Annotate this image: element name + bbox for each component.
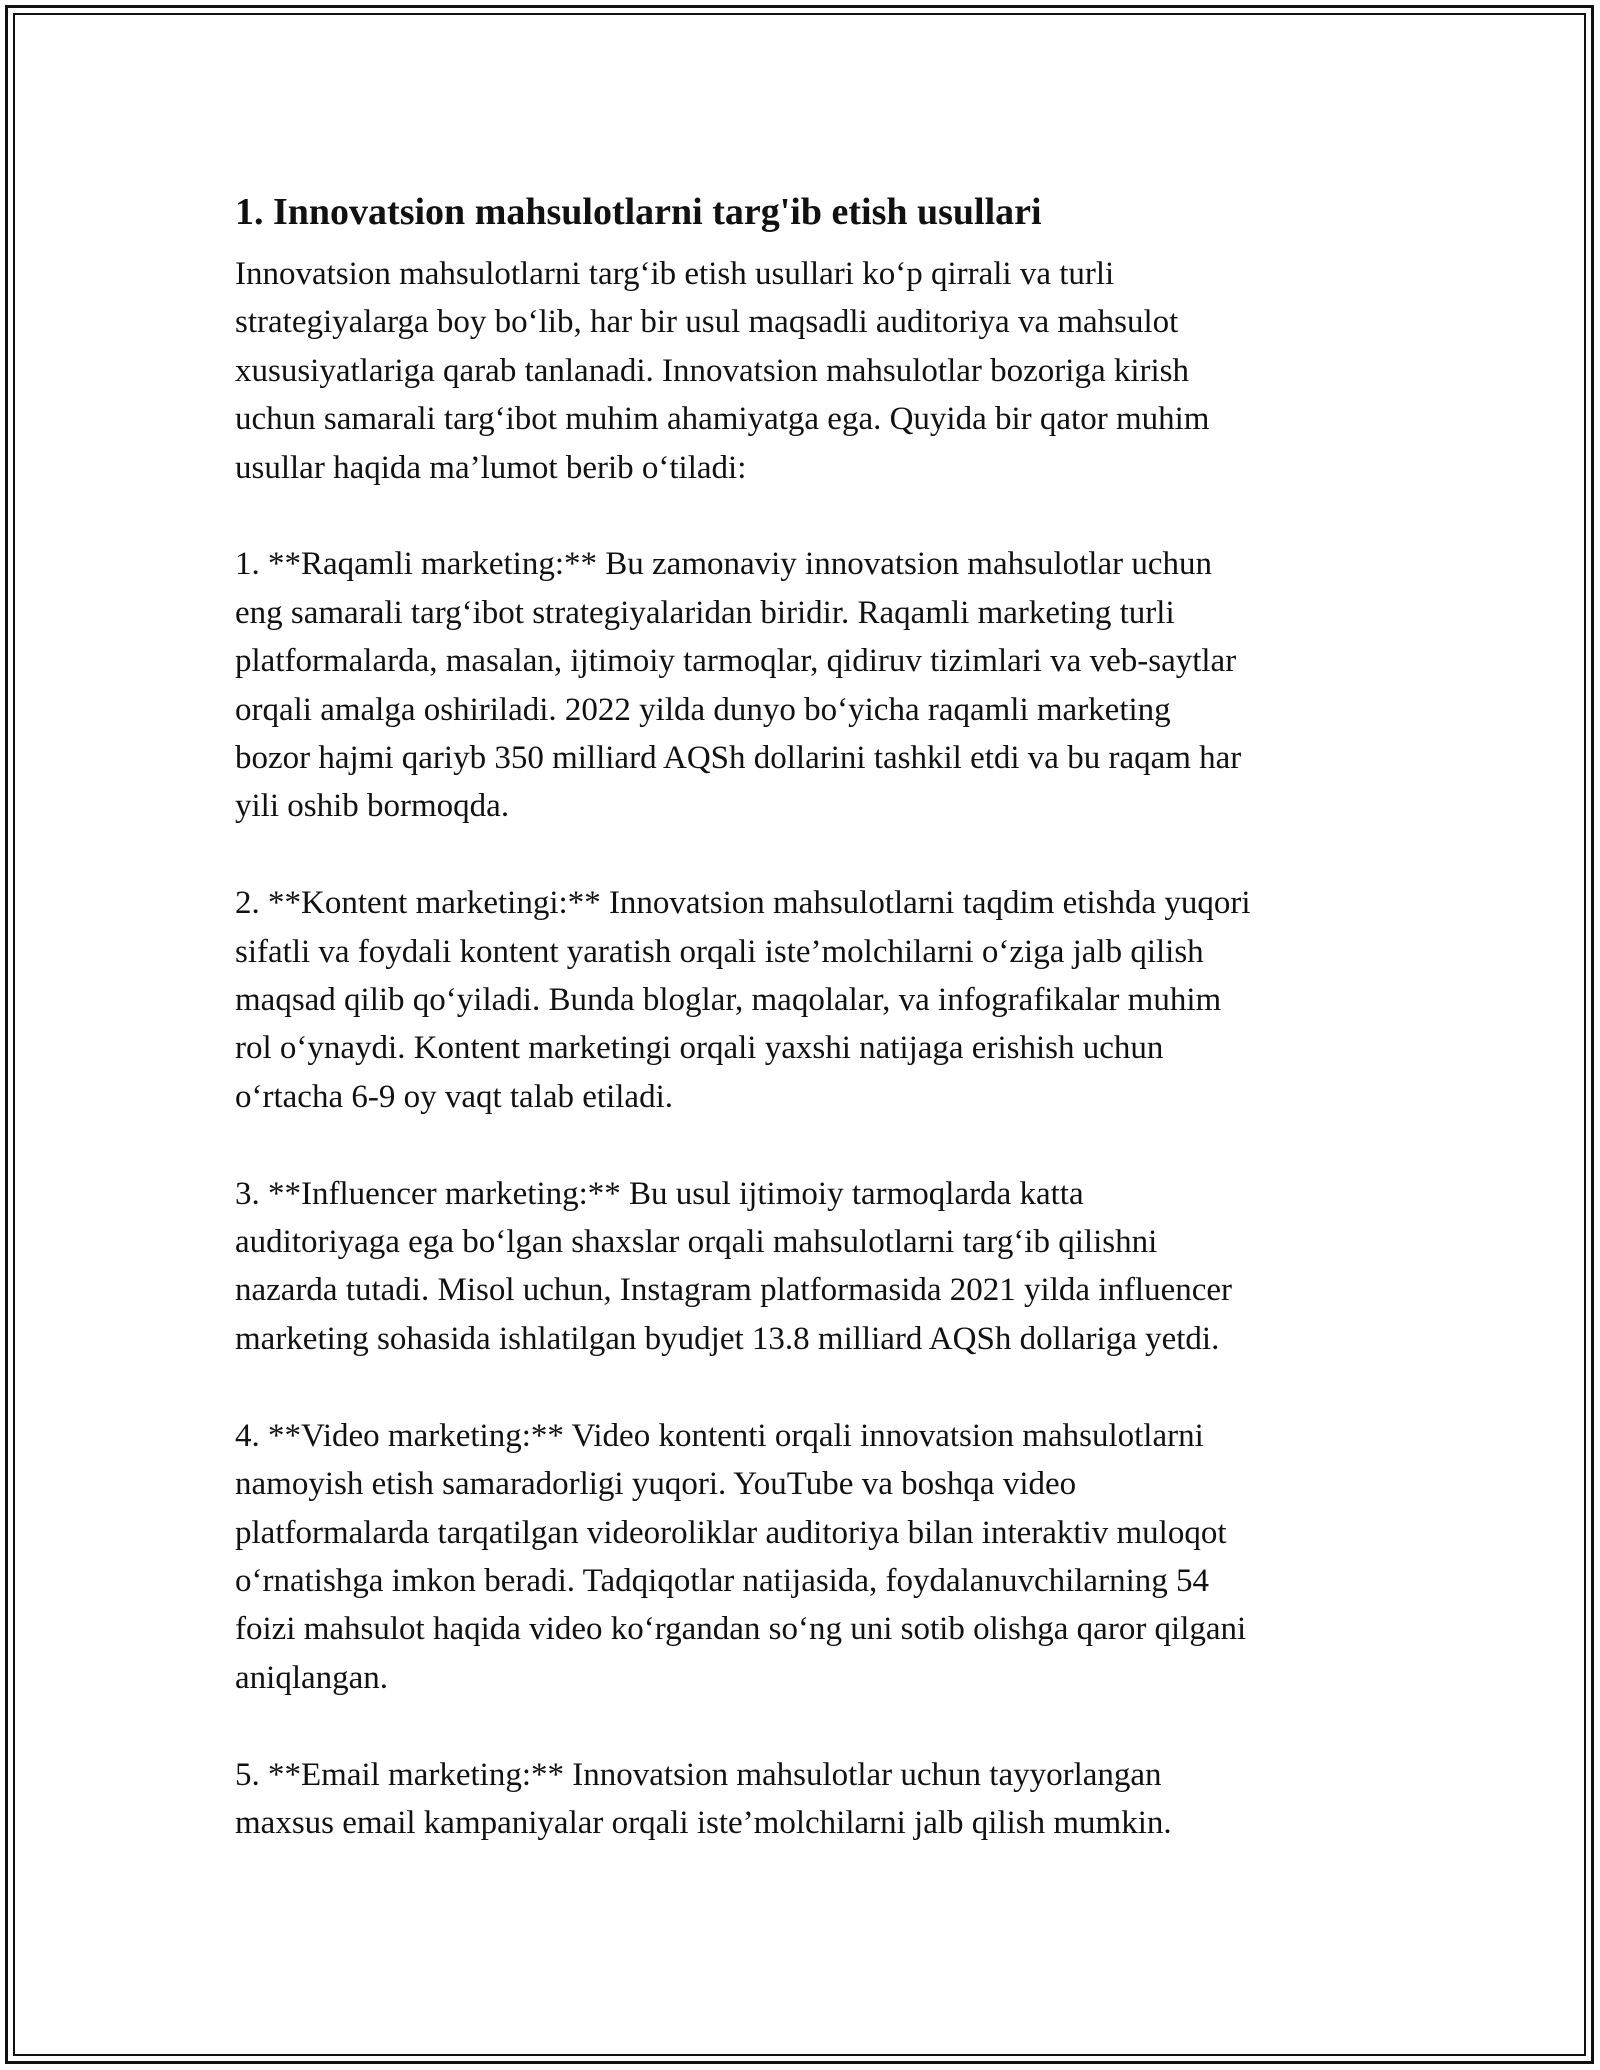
text-line: bozor hajmi qariyb 350 milliard AQSh dollarini tashkil etdi va bu raqam har	[235, 740, 1242, 777]
document-body	[235, 184, 1375, 1896]
text-line: usullar haqida ma’lumot berib o‘tiladi:	[235, 449, 747, 486]
text-line: orqali amalga oshiriladi. 2022 yilda dunyo bo‘yicha raqamli marketing	[235, 691, 1171, 728]
text-line: eng samarali targ‘ibot strategiyalaridan biridir. Raqamli marketing turli	[235, 594, 1175, 631]
text-line: marketing sohasida ishlatilgan byudjet 13.8 milliard AQSh dollariga yetdi.	[235, 1320, 1220, 1357]
text-line: sifatli va foydali kontent yaratish orqali iste’molchilarni o‘ziga jalb qilish	[235, 933, 1204, 970]
text-line: 4. **Video marketing:** Video kontenti orqali innovatsion mahsulotlarni	[235, 1417, 1204, 1454]
text-line: yili oshib bormoqda.	[235, 788, 510, 825]
text-line: platformalarda, masalan, ijtimoiy tarmoqlar, qidiruv tizimlari va veb-saytlar	[235, 643, 1237, 680]
text-line: rol o‘ynaydi. Kontent marketingi orqali yaxshi natijaga erishish uchun	[235, 1030, 1164, 1067]
text-line: 1. **Raqamli marketing:** Bu zamonaviy innovatsion mahsulotlar uchun	[235, 546, 1212, 583]
text-line: nazarda tutadi. Misol uchun, Instagram platformasida 2021 yilda influencer	[235, 1272, 1233, 1309]
text-line: maxsus email kampaniyalar orqali iste’molchilarni jalb qilish mumkin.	[235, 1804, 1172, 1841]
list-item-digital-marketing	[235, 540, 1375, 830]
list-item-email-marketing	[235, 1751, 1375, 1848]
text-line: maqsad qilib qo‘yiladi. Bunda bloglar, maqolalar, va infografikalar muhim	[235, 982, 1222, 1019]
text-line: strategiyalarga boy bo‘lib, har bir usul maqsadli auditoriya va mahsulot	[235, 304, 1179, 341]
text-line: 5. **Email marketing:** Innovatsion mahsulotlar uchun tayyorlangan	[235, 1756, 1162, 1793]
intro-paragraph	[235, 250, 1375, 492]
text-line: Innovatsion mahsulotlarni targ‘ib etish usullari ko‘p qirrali va turli	[235, 256, 1115, 292]
text-line: xususiyatlariga qarab tanlanadi. Innovatsion mahsulotlar bozoriga kirish	[235, 352, 1190, 389]
text-line: uchun samarali targ‘ibot muhim ahamiyatga ega. Quyida bir qator muhim	[235, 401, 1210, 438]
text-line: aniqlangan.	[235, 1659, 389, 1696]
section-heading: 1. Innovatsion mahsulotlarni targ'ib etish usullari	[235, 191, 1042, 233]
text-line: o‘rtacha 6-9 oy vaqt talab etiladi.	[235, 1078, 673, 1115]
list-item-video-marketing	[235, 1412, 1375, 1702]
text-line: foizi mahsulot haqida video ko‘rgandan so‘ng uni sotib olishga qaror qilgani	[235, 1611, 1247, 1648]
list-item-influencer-marketing	[235, 1170, 1375, 1364]
text-line: o‘rnatishga imkon beradi. Tadqiqotlar natijasida, foydalanuvchilarning 54	[235, 1562, 1209, 1599]
text-line: namoyish etish samaradorligi yuqori. YouTube va boshqa video	[235, 1466, 1077, 1503]
text-line: 3. **Influencer marketing:** Bu usul ijtimoiy tarmoqlarda katta	[235, 1175, 1084, 1212]
text-line: auditoriyaga ega bo‘lgan shaxslar orqali mahsulotlarni targ‘ib qilishni	[235, 1224, 1158, 1261]
text-line: platformalarda tarqatilgan videoroliklar auditoriya bilan interaktiv muloqot	[235, 1514, 1227, 1551]
list-item-content-marketing	[235, 879, 1375, 1121]
text-line: 2. **Kontent marketingi:** Innovatsion mahsulotlarni taqdim etishda yuqori	[235, 885, 1251, 922]
